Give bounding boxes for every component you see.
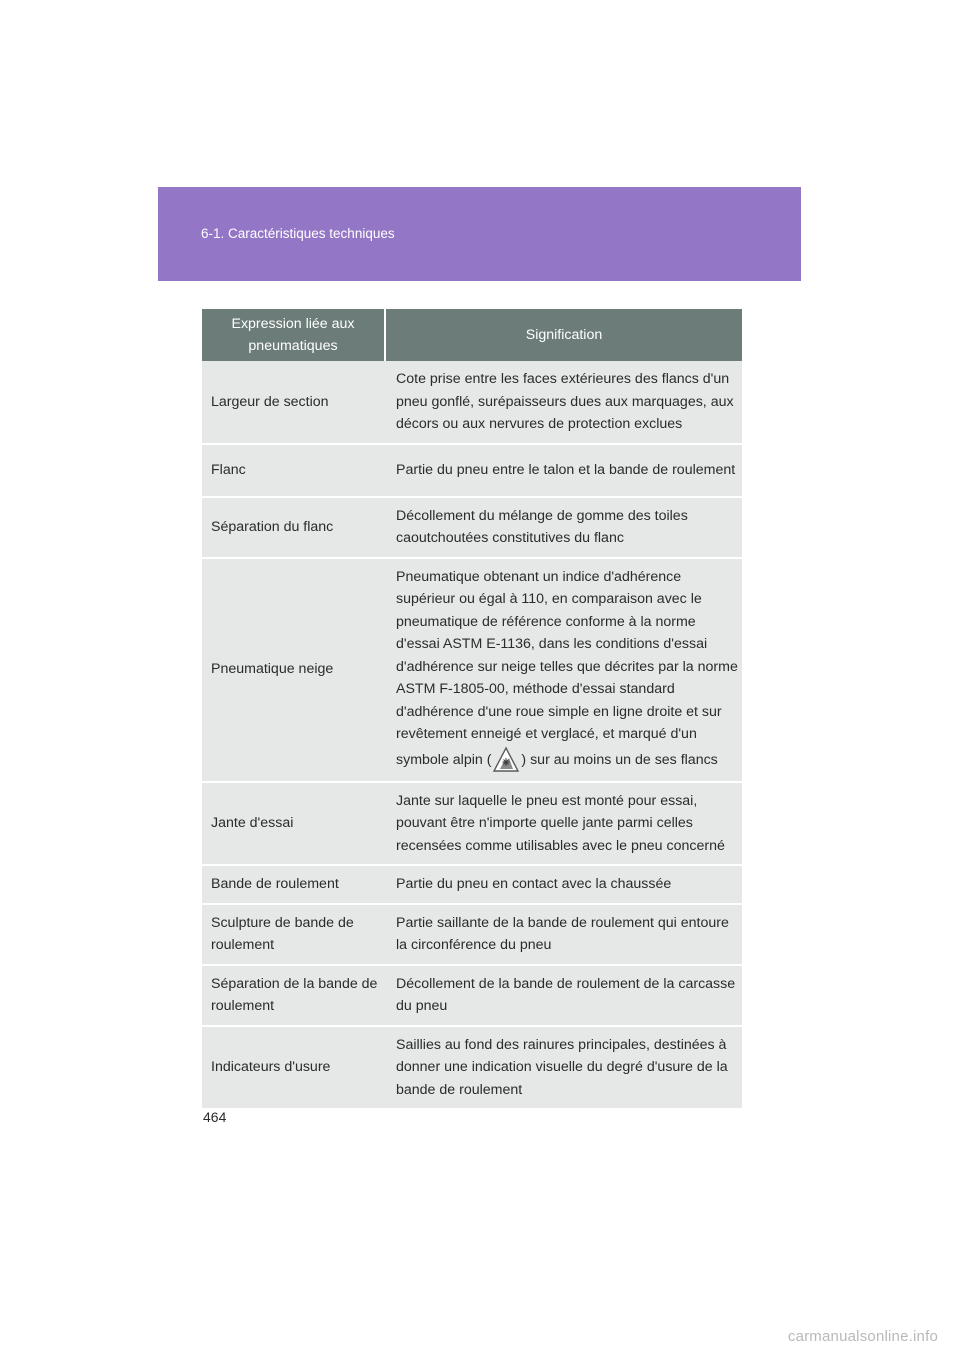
term-cell: Séparation du flanc — [202, 497, 385, 558]
term-cell: Pneumatique neige — [202, 558, 385, 782]
meaning-cell: Décollement de la bande de roulement de la carcasse du pneu — [385, 965, 742, 1026]
alpine-symbol-icon — [492, 746, 520, 774]
table-row — [202, 558, 742, 782]
term-cell: Sculpture de bande de roulement — [202, 904, 385, 965]
meaning-cell — [385, 558, 742, 782]
table-row — [202, 782, 742, 866]
page-number: 464 — [203, 1109, 227, 1125]
meaning-text: ) sur au moins un de ses flancs — [521, 751, 718, 768]
term-cell: Bande de roulement — [202, 865, 385, 904]
table-row — [202, 1026, 742, 1110]
table-row — [202, 497, 742, 558]
meaning-cell: Jante sur laquelle le pneu est monté pour essai, pouvant être n'importe quelle jante parmi celles recensées comme utilisables avec le pneu concerné — [385, 782, 742, 866]
meaning-cell: Partie du pneu entre le talon et la bande de roulement — [385, 444, 742, 497]
section-header-band — [158, 187, 801, 281]
table-row — [202, 904, 742, 965]
term-cell: Jante d'essai — [202, 782, 385, 866]
term-cell: Indicateurs d'usure — [202, 1026, 385, 1110]
term-cell: Séparation de la bande de roulement — [202, 965, 385, 1026]
term-cell: Flanc — [202, 444, 385, 497]
table-row — [202, 865, 742, 904]
table-row — [202, 361, 742, 444]
term-cell: Largeur de section — [202, 361, 385, 444]
meaning-cell: Saillies au fond des rainures principales, destinées à donner une indication visuelle du degré d'usure de la bande de roulement — [385, 1026, 742, 1110]
tire-terms-table — [202, 309, 742, 1110]
table-header-row — [202, 309, 742, 361]
table-row — [202, 444, 742, 497]
table-row — [202, 965, 742, 1026]
column-header-meaning: Signification — [385, 309, 742, 361]
section-title: 6-1. Caractéristiques techniques — [201, 226, 395, 241]
meaning-cell: Cote prise entre les faces extérieures des flancs d'un pneu gonflé, surépaisseurs dues aux marquages, aux décors ou aux nervures de protection exclues — [385, 361, 742, 444]
meaning-cell: Partie du pneu en contact avec la chaussée — [385, 865, 742, 904]
column-header-term: Expression liée aux pneumatiques — [202, 309, 385, 361]
watermark: carmanualsonline.info — [787, 1328, 938, 1345]
meaning-cell: Décollement du mélange de gomme des toiles caoutchoutées constitutives du flanc — [385, 497, 742, 558]
meaning-cell: Partie saillante de la bande de roulement qui entoure la circonférence du pneu — [385, 904, 742, 965]
meaning-text: Pneumatique obtenant un indice d'adhérence supérieur ou égal à 110, en comparaison avec le pneumatique de référence conforme à la norme d'essai ASTM E-1136, dans les conditions d'essai d'adhérence sur neige telles que décrites par la norme ASTM F-1805-00, méthode d'essai standard d'adhérence d'une roue simple en ligne droite et sur revêtement enneigé et verglacé, et marqué d'un symbole alpin ( — [396, 568, 738, 768]
